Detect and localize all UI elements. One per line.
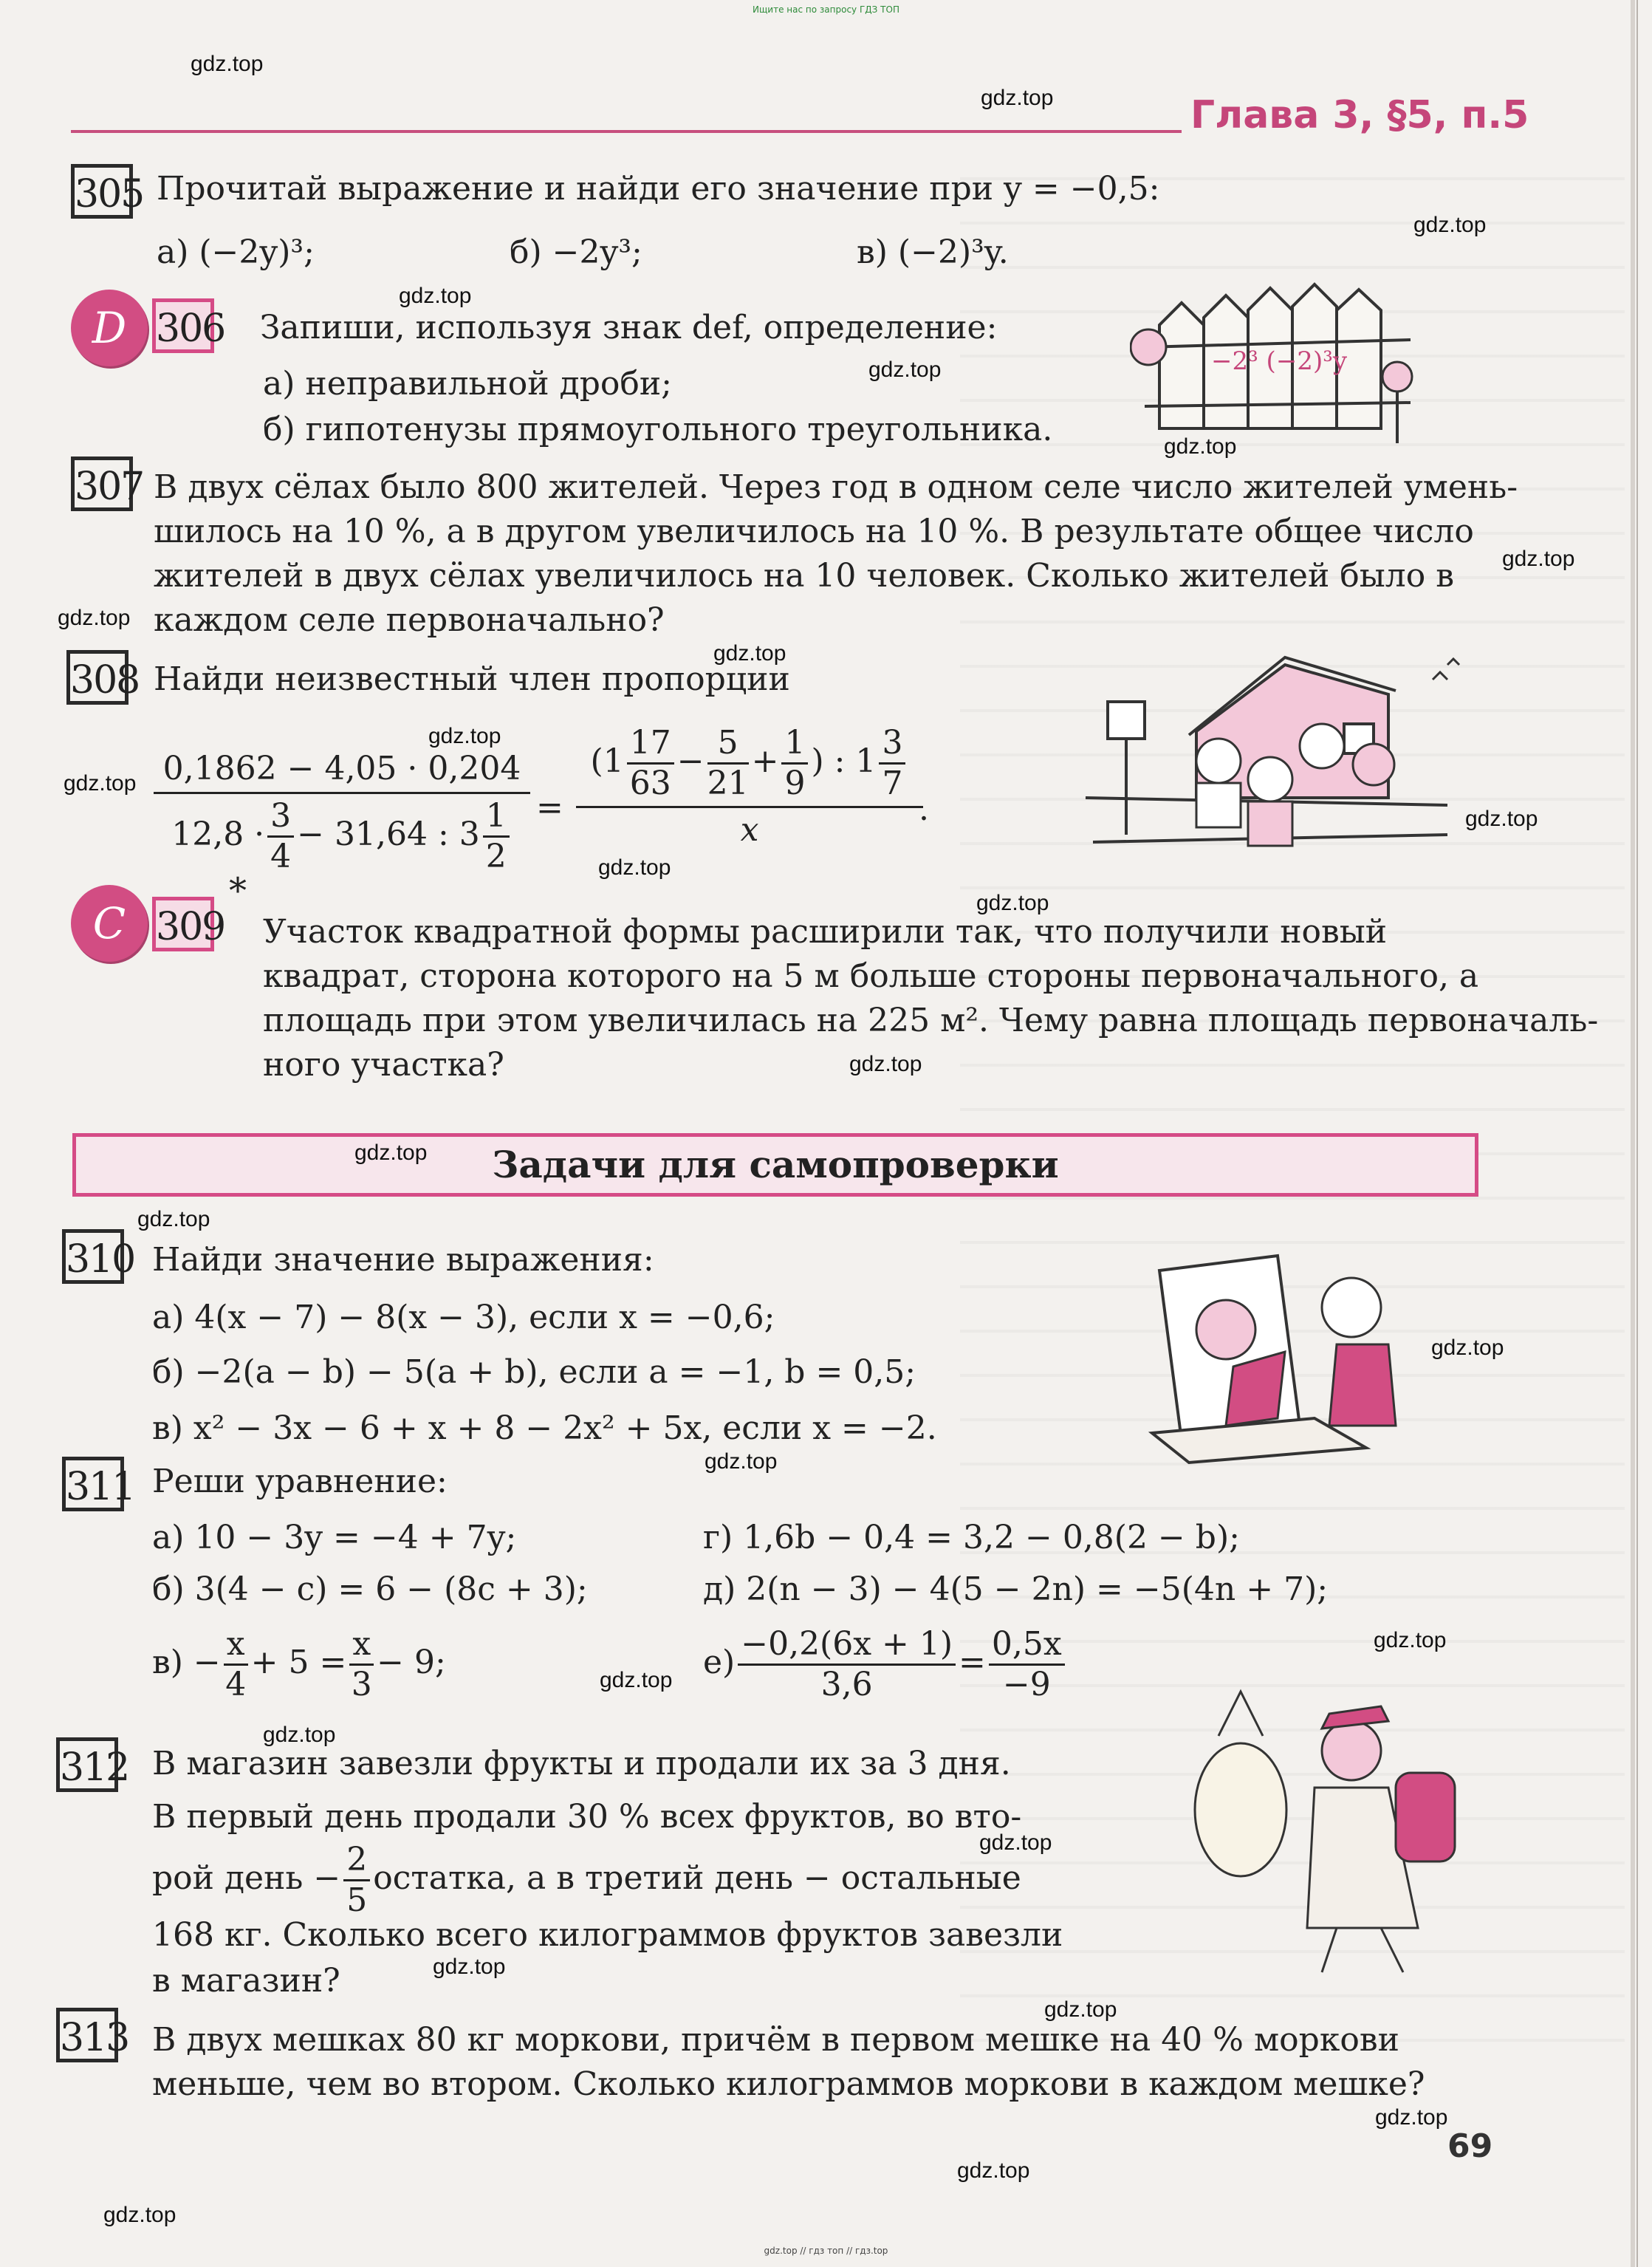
fence-text: −2³ (−2)³y xyxy=(1211,346,1348,376)
problem-307-line-3: жителей в двух сёлах увеличилось на 10 человек. Сколько жителей было в xyxy=(154,557,1454,595)
watermark: gdz.top xyxy=(868,358,942,382)
watermark: gdz.top xyxy=(64,771,137,796)
top-banner: Ищите нас по запросу ГДЗ ТОП xyxy=(753,4,899,15)
rhs-numerator xyxy=(576,724,923,808)
rhs-close: ) : 1 xyxy=(811,742,877,780)
problem-312-line-2: В первый день продали 30 % всех фруктов, во вто- xyxy=(152,1798,1022,1836)
footer-banner: gdz.top // гдз топ // гдз.top xyxy=(764,2246,888,2256)
watermark: gdz.top xyxy=(191,52,264,76)
page-edge-shadow xyxy=(1636,0,1638,2267)
mirror-illustration xyxy=(1130,1241,1440,1477)
f-frac-2 xyxy=(989,1625,1065,1704)
rhs-minus: − xyxy=(676,742,705,780)
watermark: gdz.top xyxy=(103,2203,176,2227)
rhs-frac-4 xyxy=(879,724,905,803)
lhs-den-b: − 31,64 : 3 xyxy=(297,815,480,853)
frac-den: 21 xyxy=(707,765,749,802)
problem-number-309: 309 xyxy=(152,897,214,951)
header-rule xyxy=(71,130,1182,133)
problem-311-f xyxy=(703,1625,1068,1704)
problem-313-line-1: В двух мешках 80 кг моркови, причём в первом мешке на 40 % моркови xyxy=(152,2021,1399,2059)
lhs-den-a: 12,8 · xyxy=(171,815,265,853)
problem-312-line-5: в магазин? xyxy=(152,1962,340,2000)
watermark: gdz.top xyxy=(1374,1628,1447,1652)
proportion-rhs xyxy=(576,724,923,852)
problem-number-313: 313 xyxy=(56,2008,118,2062)
problem-number-306: 306 xyxy=(152,298,214,353)
problem-311-e: д) 2(n − 3) − 4(5 − 2n) = −5(4n + 7); xyxy=(703,1570,1329,1608)
watermark: gdz.top xyxy=(1413,213,1487,237)
watermark: gdz.top xyxy=(979,1830,1052,1855)
problem-309-line-1: Участок квадратной формы расширили так, что получили новый xyxy=(263,913,1388,951)
c-pre: в) − xyxy=(152,1644,221,1681)
problem-number-307: 307 xyxy=(71,457,133,511)
f-frac-1 xyxy=(738,1625,956,1704)
problem-309-line-3: площадь при этом увеличилась на 225 м². Чему равна площадь первоначаль- xyxy=(263,1002,1599,1039)
problem-311-b: б) 3(4 − c) = 6 − (8c + 3); xyxy=(152,1570,588,1608)
c-frac-1 xyxy=(224,1625,248,1704)
watermark: gdz.top xyxy=(598,855,671,880)
c-mid: + 5 = xyxy=(250,1644,347,1681)
frac-den: 9 xyxy=(784,765,806,802)
watermark: gdz.top xyxy=(137,1207,210,1231)
watermark: gdz.top xyxy=(976,891,1049,915)
problem-309-star: * xyxy=(229,870,247,912)
frac-num: 0,5x xyxy=(989,1625,1065,1666)
frac-num: 17 xyxy=(627,724,674,765)
watermark: gdz.top xyxy=(1044,1997,1117,2022)
watermark: gdz.top xyxy=(58,606,131,630)
frac-den: 4 xyxy=(270,838,292,875)
problem-311-a: а) 10 − 3y = −4 + 7y; xyxy=(152,1519,517,1556)
problem-307-line-4: каждом селе первоначально? xyxy=(154,601,665,639)
problem-313-line-2: меньше, чем во втором. Сколько килограммов моркови в каждом мешке? xyxy=(152,2065,1425,2103)
problem-310-b: б) −2(a − b) − 5(a + b), если a = −1, b = 0,5; xyxy=(152,1353,916,1391)
watermark: gdz.top xyxy=(263,1723,336,1747)
frac-den: 5 xyxy=(346,1881,368,1919)
problem-number-312: 312 xyxy=(56,1737,118,1792)
badge-c: C xyxy=(71,885,148,962)
f-pre: е) xyxy=(703,1644,736,1681)
problem-306-text: Запиши, используя знак def, определение: xyxy=(260,309,998,346)
problem-312-line-4: 168 кг. Сколько всего килограммов фруктов завезли xyxy=(152,1916,1063,1954)
frac-num: 2 xyxy=(343,1841,370,1881)
watermark: gdz.top xyxy=(713,641,786,666)
page-number: 69 xyxy=(1447,2127,1493,2165)
watermark: gdz.top xyxy=(1164,434,1237,459)
proportion-lhs xyxy=(154,746,530,876)
frac-den: −9 xyxy=(1002,1666,1051,1703)
pineapple-illustration xyxy=(1152,1684,1492,1980)
lhs-numerator: 0,1862 − 4,05 · 0,204 xyxy=(154,746,530,794)
rhs-denominator: x xyxy=(740,811,759,849)
problem-number-308: 308 xyxy=(66,650,128,705)
frac-den: 63 xyxy=(629,765,671,802)
frac-den: 3 xyxy=(351,1666,372,1703)
problem-number-310: 310 xyxy=(62,1229,124,1284)
frac-num: −0,2(6x + 1) xyxy=(738,1625,956,1666)
problem-305-text: Прочитай выражение и найди его значение при y = −0,5: xyxy=(157,170,1160,208)
watermark: gdz.top xyxy=(1375,2105,1448,2130)
problem-310-text: Найди значение выражения: xyxy=(152,1241,654,1279)
proportion-equals: = xyxy=(536,789,563,827)
house-children-illustration xyxy=(1063,635,1477,872)
problem-number-305: 305 xyxy=(71,164,133,219)
proportion-period: . xyxy=(919,790,929,828)
frac-den: 7 xyxy=(882,765,903,802)
frac-num: 1 xyxy=(781,724,808,765)
c-frac-2 xyxy=(349,1625,374,1704)
lhs-den-frac-2 xyxy=(483,797,510,876)
problem-309-line-2: квадрат, сторона которого на 5 м больше стороны первоначального, а xyxy=(263,957,1479,995)
watermark: gdz.top xyxy=(1431,1336,1504,1360)
line3-frac xyxy=(343,1841,370,1920)
problem-312-line-1: В магазин завезли фрукты и продали их за 3 дня. xyxy=(152,1745,1011,1782)
problem-305-c: в) (−2)³y. xyxy=(857,233,1009,271)
f-mid: = xyxy=(959,1644,986,1681)
problem-307-line-1: В двух сёлах было 800 жителей. Через год в одном селе число жителей умень- xyxy=(154,468,1518,506)
watermark: gdz.top xyxy=(399,284,472,308)
problem-309-line-4: ного участка? xyxy=(263,1046,504,1084)
frac-den: 2 xyxy=(485,838,507,875)
watermark: gdz.top xyxy=(981,86,1054,110)
problem-311-text: Реши уравнение: xyxy=(152,1463,448,1500)
watermark: gdz.top xyxy=(705,1449,778,1474)
frac-den: 3,6 xyxy=(820,1666,873,1703)
rhs-open: (1 xyxy=(590,742,624,780)
problem-305-a: а) (−2y)³; xyxy=(157,233,315,271)
problem-311-d: г) 1,6b − 0,4 = 3,2 − 0,8(2 − b); xyxy=(703,1519,1240,1556)
rhs-frac-2 xyxy=(707,724,749,803)
problem-310-c: в) x² − 3x − 6 + x + 8 − 2x² + 5x, если x = −2. xyxy=(152,1409,937,1447)
frac-den: 4 xyxy=(225,1666,247,1703)
lhs-denominator xyxy=(154,797,530,876)
problem-310-a: а) 4(x − 7) − 8(x − 3), если x = −0,6; xyxy=(152,1299,775,1336)
watermark: gdz.top xyxy=(849,1052,922,1076)
watermark: gdz.top xyxy=(1465,807,1538,831)
chapter-title: Глава 3, §5, п.5 xyxy=(1190,93,1529,137)
frac-num: x xyxy=(349,1625,374,1666)
lhs-den-frac-1 xyxy=(267,797,294,876)
problem-308-text: Найди неизвестный член пропорции xyxy=(154,660,790,698)
frac-num: x xyxy=(224,1625,248,1666)
rhs-frac-3 xyxy=(781,724,808,803)
frac-num: 5 xyxy=(707,724,749,765)
problem-305-b: б) −2y³; xyxy=(510,233,642,271)
c-post: − 9; xyxy=(377,1644,446,1681)
page-edge xyxy=(1631,0,1635,2267)
frac-num: 3 xyxy=(267,797,294,838)
watermark: gdz.top xyxy=(428,724,501,748)
selfcheck-title: Задачи для самопроверки xyxy=(492,1143,1059,1186)
rhs-frac-1 xyxy=(627,724,674,803)
watermark: gdz.top xyxy=(600,1668,673,1692)
problem-307-line-2: шилось на 10 %, а в другом увеличилось на 10 %. В результате общее число xyxy=(154,513,1474,550)
frac-num: 3 xyxy=(879,724,905,765)
rhs-plus: + xyxy=(751,742,779,780)
line3-pre: рой день − xyxy=(152,1859,341,1897)
frac-num: 1 xyxy=(483,797,510,838)
line3-post: остатка, а в третий день − остальные xyxy=(373,1859,1021,1897)
problem-311-c xyxy=(152,1625,446,1704)
problem-312-line-3 xyxy=(152,1841,1021,1920)
watermark: gdz.top xyxy=(354,1141,428,1165)
watermark: gdz.top xyxy=(957,2158,1030,2183)
watermark: gdz.top xyxy=(433,1955,506,1979)
problem-number-311: 311 xyxy=(62,1457,124,1511)
problem-306-b: б) гипотенузы прямоугольного треугольника. xyxy=(263,411,1053,448)
badge-d: D xyxy=(71,290,148,366)
problem-306-a: а) неправильной дроби; xyxy=(263,365,672,403)
fence-illustration xyxy=(1130,236,1425,458)
watermark: gdz.top xyxy=(1502,547,1575,571)
